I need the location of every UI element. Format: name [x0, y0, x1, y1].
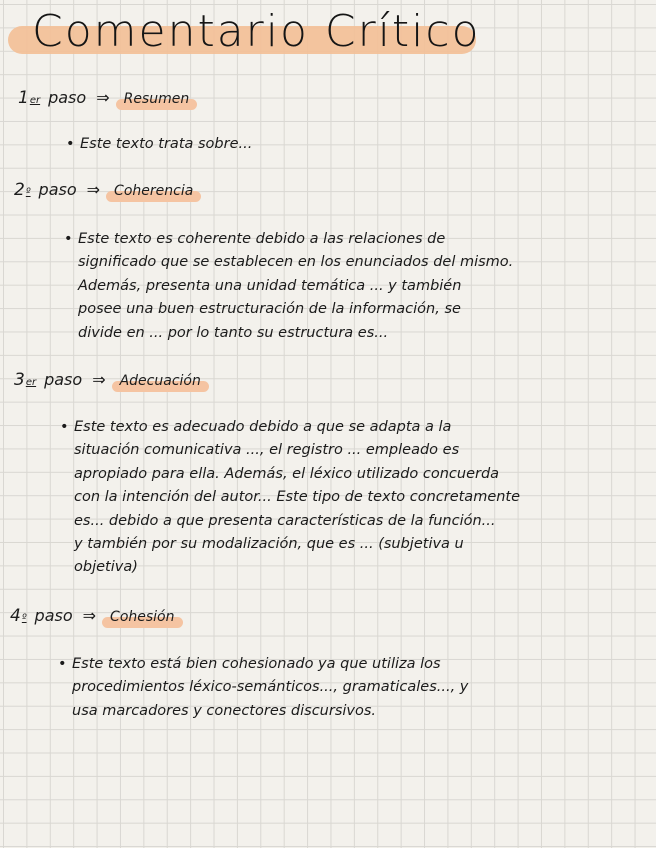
bullet-dot-icon: •: [66, 136, 75, 152]
step-ordinal: º: [25, 187, 31, 198]
bullet-dot-icon: •: [60, 419, 69, 435]
step-4-bullet: [58, 653, 592, 723]
step-3-bullet: [60, 416, 630, 580]
arrow-icon: ⇒: [86, 180, 101, 199]
bullet-line: Este texto es coherente debido a las relaciones de: [78, 231, 446, 247]
bullet-dot-icon: •: [64, 231, 73, 247]
step-ordinal: er: [29, 95, 41, 106]
bullet-line: apropiado para ella. Además, el léxico utilizado concuerda: [74, 465, 500, 482]
step-label: paso: [48, 88, 87, 107]
step-name: Adecuación: [116, 373, 205, 389]
arrow-icon: ⇒: [96, 88, 110, 107]
step-2-heading: [14, 180, 197, 200]
arrow-icon: ⇒: [92, 370, 106, 389]
title-block: [8, 0, 481, 70]
step-1-heading: [18, 88, 193, 108]
step-2-bullet: [64, 228, 618, 345]
bullet-line: Este texto es adecuado debido a que se adapta a la: [74, 419, 452, 435]
bullet-line: significado que se establecen en los enunciados del mismo.: [78, 254, 514, 271]
step-ordinal: er: [25, 377, 37, 388]
bullet-line: Además, presenta una unidad temática ... y también: [78, 277, 462, 294]
bullet-line: con la intención del autor... Este tipo de texto concretamente: [74, 489, 521, 506]
step-label: paso: [34, 606, 73, 625]
step-ordinal: º: [21, 613, 27, 624]
bullet-line: usa marcadores y conectores discursivos.: [72, 702, 377, 719]
step-4-heading: [10, 606, 179, 626]
arrow-icon: ⇒: [82, 606, 97, 625]
page-title: Comentario Crítico: [32, 6, 481, 57]
step-name: Resumen: [120, 91, 194, 107]
bullet-line: y también por su modalización, que es ... (subjetiva u: [74, 536, 464, 553]
bullet-line: posee una buen estructuración de la información, se: [78, 301, 461, 318]
bullet-line: es... debido a que presenta características de la función...: [74, 512, 496, 529]
bullet-line: Este texto está bien cohesionado ya que utiliza los: [72, 656, 441, 672]
step-name: Cohesión: [106, 609, 178, 625]
step-label: paso: [44, 370, 83, 389]
step-1-bullet: [66, 133, 380, 156]
step-name: Coherencia: [110, 183, 197, 199]
bullet-line: divide en ... por lo tanto su estructura es...: [78, 324, 389, 341]
step-number: 2: [14, 180, 25, 200]
step-3-heading: [14, 370, 205, 390]
step-number: 1: [18, 88, 29, 108]
bullet-line: Este texto trata sobre...: [80, 136, 253, 152]
bullet-line: objetiva): [74, 559, 138, 576]
bullet-line: situación comunicativa ..., el registro ... empleado es: [74, 442, 460, 459]
bullet-line: procedimientos léxico-semánticos..., gramaticales..., y: [72, 679, 469, 696]
step-number: 3: [14, 370, 25, 390]
bullet-dot-icon: •: [58, 656, 67, 672]
step-number: 4: [10, 606, 21, 626]
step-label: paso: [38, 180, 77, 199]
